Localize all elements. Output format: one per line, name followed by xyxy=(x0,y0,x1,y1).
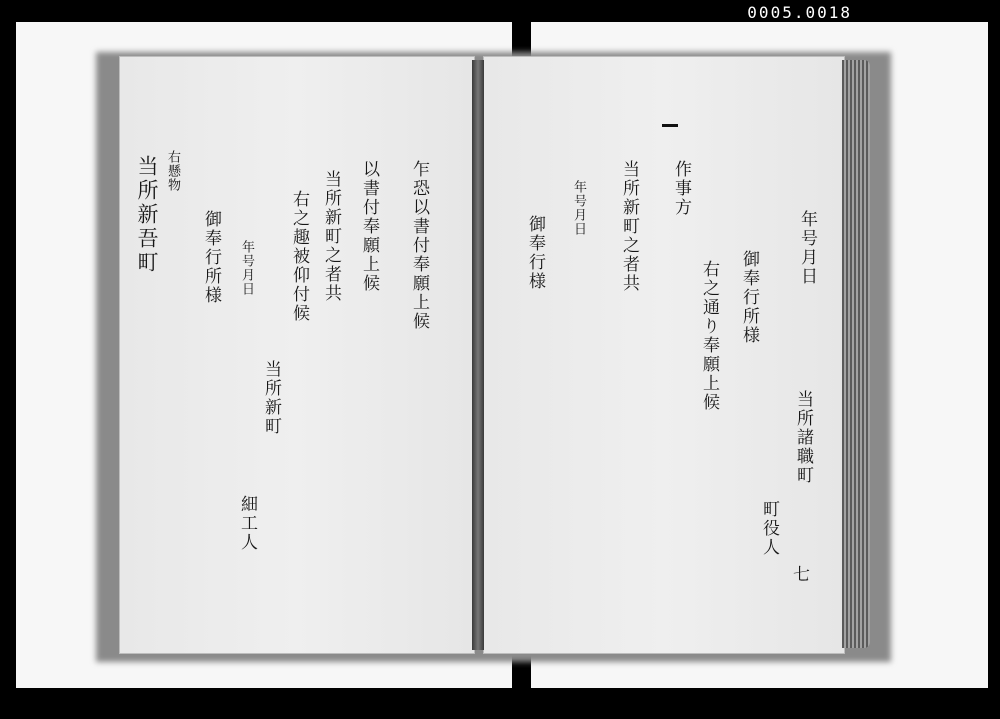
left-col-7: 右之趣被仰付候 xyxy=(289,190,309,323)
right-col-1: 年号月日 xyxy=(797,210,817,286)
right-col-6: 作事方 xyxy=(671,160,691,217)
book-spine xyxy=(472,60,484,650)
right-col-4: 右之通り奉願上候 xyxy=(699,260,719,412)
left-col-4: 年号月日 xyxy=(239,240,254,296)
left-col-2: 右懸物 xyxy=(165,150,180,192)
right-col-5: 当所新町之者共 xyxy=(619,160,639,293)
right-col-9: 町役人 xyxy=(759,500,779,557)
left-col-9: 以書付奉願上候 xyxy=(359,160,379,293)
left-col-5: 当所新町 xyxy=(261,360,281,436)
left-col-1: 当所新吾町 xyxy=(135,155,159,275)
right-col-10: 七 xyxy=(789,565,809,584)
frame-number: 0005.0018 xyxy=(747,3,852,22)
left-col-8: 当所新町之者共 xyxy=(321,170,341,303)
left-col-10: 乍恐以書付奉願上候 xyxy=(409,160,429,331)
right-col-3: 御奉行所様 xyxy=(739,250,759,345)
header-mark xyxy=(662,124,678,127)
page-edges xyxy=(842,60,870,648)
left-page xyxy=(119,56,475,654)
left-col-6: 細工人 xyxy=(237,495,257,552)
left-col-3: 御奉行所様 xyxy=(201,210,221,305)
right-col-8: 御奉行様 xyxy=(525,215,545,291)
right-col-7: 年号月日 xyxy=(571,180,586,236)
right-col-2: 当所諸職町 xyxy=(793,390,813,485)
